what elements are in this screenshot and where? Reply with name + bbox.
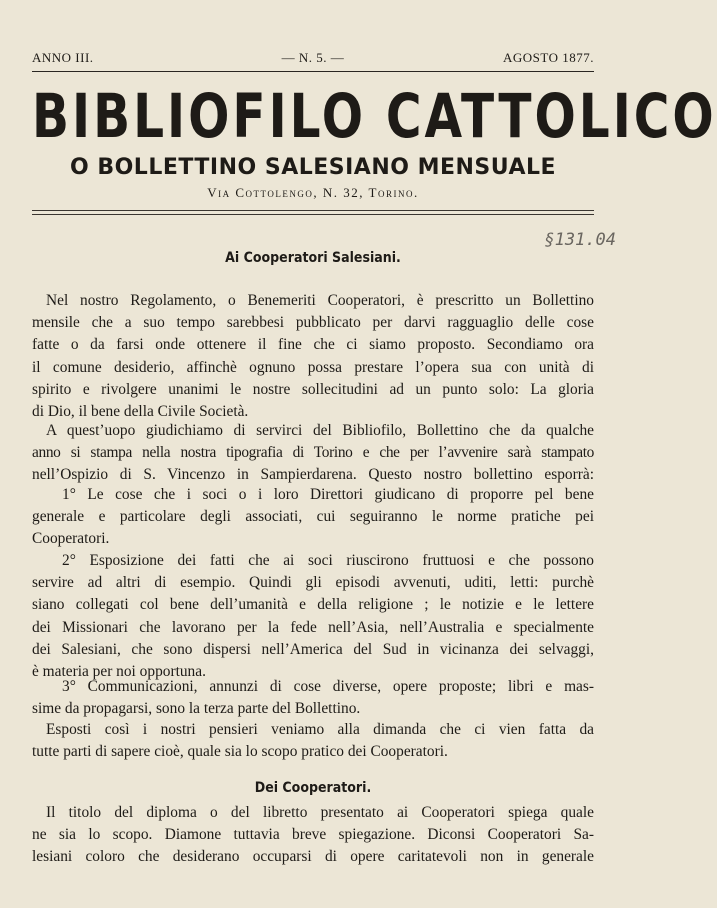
paragraph-item-3 [32, 676, 594, 720]
text-line: sime da propagarsi, sono la terza parte del Bollettino. [32, 700, 361, 718]
text-line: spirito e rivolgere unanimi le nostre sollecitudini ad un punto solo: La gloria [32, 380, 594, 398]
text-line: il comune desiderio, affinchè ognuno possa prestare l’opera sua con unità di [32, 358, 594, 376]
text-line: dei Missionari che lavorano per la fede nell’Asia, nell’Australia e specialmente [32, 618, 594, 636]
text-line: lesiani coloro che desiderano occuparsi di opere caritatevoli non in generale [32, 848, 594, 866]
text-line: 3° Communicazioni, annunzi di cose diverse, opere proposte; libri e mas- [62, 678, 594, 695]
text-line: 2° Esposizione dei fatti che ai soci riuscirono fruttuosi e che possono [62, 552, 594, 569]
issue-number: — N. 5. — [281, 50, 345, 65]
paragraph-closing [32, 719, 594, 763]
paragraph-1 [32, 290, 594, 423]
text-line: fatte o da farsi onde ottenere il fine che ci siamo proposto. Secondiamo ora [32, 336, 594, 354]
paragraph-item-2 [32, 550, 594, 683]
text-line: è materia per noi opportuna. [32, 663, 206, 681]
top-rule [32, 71, 594, 72]
text-line: Il titolo del diploma o del libretto presentato ai Cooperatori spiega quale [46, 804, 594, 821]
text-line: servire ad altri di esempio. Quindi gli episodi avvenuti, uditi, letti: purchè [32, 574, 594, 592]
publisher-address: Via Cottolengo, N. 32, Torino. [207, 185, 419, 200]
text-line: nell’Ospizio di S. Vincenzo in Sampierdarena. Questo nostro bollettino esporrà: [32, 466, 594, 484]
text-line: Cooperatori. [32, 530, 110, 548]
text-line: 1° Le cose che i soci o i loro Direttori giudicano di proporre pel bene [62, 486, 594, 503]
paragraph-item-1 [32, 484, 594, 551]
header-rule-upper [32, 210, 594, 211]
text-line: generale e particolare degli associati, cui seguiranno le norme pratiche pei [32, 508, 594, 526]
text-line: tutte parti di sapere cioè, quale sia lo scopo pratico dei Cooperatori. [32, 743, 448, 761]
masthead-info-row [32, 50, 594, 72]
paragraph-2 [32, 420, 594, 487]
text-line: mensile che a suo tempo sarebbesi pubblicato per darvi ragguaglio delle cose [32, 314, 594, 332]
text-line: anno si stampa nella nostra tipografia di Torino e che per l’avvenire sarà stampato [32, 444, 594, 462]
issue-date: AGOSTO 1877. [503, 50, 594, 65]
paragraph-dei-cooperatori [32, 802, 594, 869]
text-line: dei Salesiani, che sono dispersi nell’America del Sud in vicinanza dei selvaggi, [32, 640, 594, 658]
text-line: Nel nostro Regolamento, o Benemeriti Cooperatori, è prescritto un Bollettino [46, 292, 594, 309]
newspaper-title: BIBLIOFILO CATTOLICO [32, 81, 717, 152]
header-rule-lower [32, 214, 594, 215]
handwritten-annotation: §131.04 [544, 230, 616, 250]
newspaper-subtitle: O BOLLETTINO SALESIANO MENSUALE [69, 155, 557, 180]
text-line: A quest’uopo giudichiamo di servirci del Bibliofilo, Bollettino che da qualche [46, 422, 594, 439]
section-heading-cooperatori-salesiani: Ai Cooperatori Salesiani. [225, 250, 401, 266]
issue-year: ANNO III. [32, 50, 94, 65]
text-line: siano collegati col bene dell’umanità e della religione ; le notizie e le lettere [32, 596, 594, 614]
text-line: ne sia lo scopo. Diamone tuttavia breve spiegazione. Diconsi Cooperatori Sa- [32, 826, 594, 844]
text-line: Esposti così i nostri pensieri veniamo alla dimanda che ci vien fatta da [46, 721, 594, 738]
text-line: di Dio, il bene della Civile Società. [32, 403, 249, 421]
section-heading-dei-cooperatori: Dei Cooperatori. [254, 780, 372, 796]
